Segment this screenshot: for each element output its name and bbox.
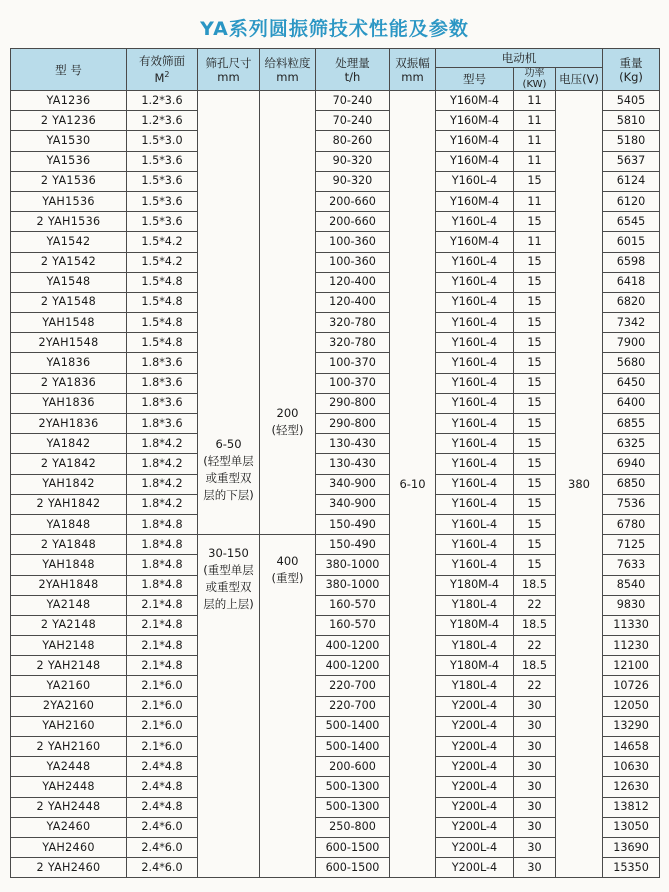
cell-motor-power: 30 bbox=[514, 757, 556, 777]
cell-capacity: 380-1000 bbox=[316, 555, 390, 575]
cell-area: 2.4*4.8 bbox=[127, 777, 198, 797]
cell-motor-power: 15 bbox=[514, 292, 556, 312]
header-amplitude: 双振幅 mm bbox=[390, 49, 436, 91]
cell-weight: 6400 bbox=[603, 393, 660, 413]
cell-capacity: 90-320 bbox=[316, 171, 390, 191]
cell-weight: 13812 bbox=[603, 797, 660, 817]
cell-capacity: 340-900 bbox=[316, 474, 390, 494]
cell-motor-model: Y160M-4 bbox=[436, 232, 514, 252]
cell-capacity: 150-490 bbox=[316, 535, 390, 555]
cell-area: 1.8*4.8 bbox=[127, 555, 198, 575]
cell-motor-model: Y160L-4 bbox=[436, 494, 514, 514]
cell-weight: 13690 bbox=[603, 837, 660, 857]
cell-area: 2.1*6.0 bbox=[127, 737, 198, 757]
cell-capacity: 100-370 bbox=[316, 373, 390, 393]
cell-model: 2YAH1836 bbox=[11, 414, 127, 434]
cell-weight: 10726 bbox=[603, 676, 660, 696]
cell-capacity: 290-800 bbox=[316, 414, 390, 434]
cell-area: 1.5*3.6 bbox=[127, 191, 198, 211]
cell-motor-model: Y160L-4 bbox=[436, 373, 514, 393]
cell-capacity: 600-1500 bbox=[316, 858, 390, 878]
cell-motor-model: Y160L-4 bbox=[436, 393, 514, 413]
cell-area: 1.8*4.8 bbox=[127, 514, 198, 534]
cell-weight: 6850 bbox=[603, 474, 660, 494]
cell-model: YA1236 bbox=[11, 91, 127, 111]
cell-weight: 6325 bbox=[603, 434, 660, 454]
cell-weight: 7125 bbox=[603, 535, 660, 555]
cell-capacity: 100-360 bbox=[316, 252, 390, 272]
cell-area: 1.8*4.2 bbox=[127, 434, 198, 454]
cell-motor-power: 30 bbox=[514, 716, 556, 736]
cell-motor-model: Y160L-4 bbox=[436, 454, 514, 474]
cell-model: YA2148 bbox=[11, 595, 127, 615]
header-weight: 重量 (Kg) bbox=[603, 49, 660, 91]
cell-amplitude: 6-10 bbox=[390, 91, 436, 878]
cell-model: YA1842 bbox=[11, 434, 127, 454]
cell-motor-power: 15 bbox=[514, 474, 556, 494]
cell-motor-model: Y200L-4 bbox=[436, 837, 514, 857]
page-title: YA系列圆振筛技术性能及参数 bbox=[200, 18, 469, 40]
cell-weight: 10630 bbox=[603, 757, 660, 777]
cell-motor-power: 30 bbox=[514, 696, 556, 716]
cell-weight: 11330 bbox=[603, 615, 660, 635]
cell-weight: 6124 bbox=[603, 171, 660, 191]
cell-capacity: 130-430 bbox=[316, 454, 390, 474]
cell-weight: 12630 bbox=[603, 777, 660, 797]
cell-weight: 5637 bbox=[603, 151, 660, 171]
cell-capacity: 100-360 bbox=[316, 232, 390, 252]
cell-motor-power: 15 bbox=[514, 313, 556, 333]
cell-model: YA2460 bbox=[11, 817, 127, 837]
cell-model: 2YA2160 bbox=[11, 696, 127, 716]
cell-area: 1.5*3.6 bbox=[127, 212, 198, 232]
cell-weight: 6780 bbox=[603, 514, 660, 534]
spec-table bbox=[10, 48, 660, 878]
cell-weight: 5810 bbox=[603, 111, 660, 131]
cell-weight: 6820 bbox=[603, 292, 660, 312]
cell-motor-power: 22 bbox=[514, 676, 556, 696]
cell-motor-power: 30 bbox=[514, 817, 556, 837]
cell-weight: 6940 bbox=[603, 454, 660, 474]
header-motor-power: 功率 (KW) bbox=[514, 68, 556, 91]
cell-motor-model: Y200L-4 bbox=[436, 716, 514, 736]
cell-area: 1.2*3.6 bbox=[127, 111, 198, 131]
header-feed: 给料粒度 mm bbox=[260, 49, 316, 91]
cell-motor-power: 15 bbox=[514, 272, 556, 292]
cell-motor-model: Y160M-4 bbox=[436, 131, 514, 151]
table-row bbox=[11, 91, 660, 111]
cell-area: 2.4*6.0 bbox=[127, 837, 198, 857]
cell-motor-model: Y160L-4 bbox=[436, 535, 514, 555]
cell-model: 2 YA1836 bbox=[11, 373, 127, 393]
cell-model: YAH2160 bbox=[11, 716, 127, 736]
cell-capacity: 250-800 bbox=[316, 817, 390, 837]
cell-motor-model: Y180M-4 bbox=[436, 656, 514, 676]
cell-motor-model: Y200L-4 bbox=[436, 797, 514, 817]
cell-motor-power: 15 bbox=[514, 494, 556, 514]
cell-capacity: 400-1200 bbox=[316, 656, 390, 676]
cell-model: 2YAH1548 bbox=[11, 333, 127, 353]
cell-model: YAH1548 bbox=[11, 313, 127, 333]
cell-capacity: 120-400 bbox=[316, 292, 390, 312]
cell-weight: 6418 bbox=[603, 272, 660, 292]
cell-area: 1.5*3.6 bbox=[127, 151, 198, 171]
cell-area: 2.1*6.0 bbox=[127, 716, 198, 736]
cell-motor-power: 22 bbox=[514, 595, 556, 615]
cell-area: 2.1*4.8 bbox=[127, 636, 198, 656]
cell-model: 2 YAH1536 bbox=[11, 212, 127, 232]
cell-capacity: 500-1400 bbox=[316, 716, 390, 736]
cell-capacity: 160-570 bbox=[316, 615, 390, 635]
cell-model: 2 YA1536 bbox=[11, 171, 127, 191]
cell-motor-model: Y180L-4 bbox=[436, 636, 514, 656]
cell-weight: 9830 bbox=[603, 595, 660, 615]
table-body bbox=[11, 91, 660, 878]
cell-weight: 11230 bbox=[603, 636, 660, 656]
cell-motor-power: 15 bbox=[514, 535, 556, 555]
cell-model: 2YAH1848 bbox=[11, 575, 127, 595]
cell-feed-light: 200 (轻型) bbox=[260, 91, 316, 535]
header-motor: 电动机 bbox=[436, 49, 603, 68]
cell-capacity: 500-1400 bbox=[316, 737, 390, 757]
cell-motor-model: Y160L-4 bbox=[436, 313, 514, 333]
cell-model: 2 YA1236 bbox=[11, 111, 127, 131]
cell-motor-power: 30 bbox=[514, 858, 556, 878]
cell-area: 1.8*4.2 bbox=[127, 474, 198, 494]
header-motor-model: 型号 bbox=[436, 68, 514, 91]
cell-motor-model: Y160L-4 bbox=[436, 555, 514, 575]
cell-model: 2 YAH2160 bbox=[11, 737, 127, 757]
cell-motor-power: 15 bbox=[514, 171, 556, 191]
cell-capacity: 80-260 bbox=[316, 131, 390, 151]
cell-motor-power: 15 bbox=[514, 252, 556, 272]
cell-motor-model: Y160L-4 bbox=[436, 292, 514, 312]
cell-area: 1.5*4.8 bbox=[127, 313, 198, 333]
cell-area: 1.8*4.2 bbox=[127, 494, 198, 514]
cell-model: YA1536 bbox=[11, 151, 127, 171]
cell-motor-model: Y160L-4 bbox=[436, 212, 514, 232]
cell-motor-power: 15 bbox=[514, 393, 556, 413]
cell-capacity: 500-1300 bbox=[316, 777, 390, 797]
cell-motor-model: Y200L-4 bbox=[436, 696, 514, 716]
cell-capacity: 120-400 bbox=[316, 272, 390, 292]
cell-motor-power: 15 bbox=[514, 414, 556, 434]
cell-capacity: 290-800 bbox=[316, 393, 390, 413]
cell-motor-power: 15 bbox=[514, 434, 556, 454]
cell-model: YA2160 bbox=[11, 676, 127, 696]
header-capacity: 处理量 t/h bbox=[316, 49, 390, 91]
cell-area: 1.8*3.6 bbox=[127, 373, 198, 393]
cell-motor-power: 15 bbox=[514, 373, 556, 393]
cell-capacity: 380-1000 bbox=[316, 575, 390, 595]
cell-weight: 5405 bbox=[603, 91, 660, 111]
cell-motor-power: 11 bbox=[514, 191, 556, 211]
header-model: 型 号 bbox=[11, 49, 127, 91]
cell-motor-model: Y160L-4 bbox=[436, 272, 514, 292]
cell-motor-model: Y160L-4 bbox=[436, 414, 514, 434]
cell-motor-model: Y160M-4 bbox=[436, 151, 514, 171]
cell-area: 1.2*3.6 bbox=[127, 91, 198, 111]
cell-area: 2.4*6.0 bbox=[127, 858, 198, 878]
cell-capacity: 200-660 bbox=[316, 191, 390, 211]
cell-model: YA1542 bbox=[11, 232, 127, 252]
cell-motor-model: Y160M-4 bbox=[436, 191, 514, 211]
cell-motor-model: Y160L-4 bbox=[436, 333, 514, 353]
cell-motor-power: 11 bbox=[514, 111, 556, 131]
cell-capacity: 220-700 bbox=[316, 696, 390, 716]
cell-motor-model: Y200L-4 bbox=[436, 757, 514, 777]
cell-model: YAH2148 bbox=[11, 636, 127, 656]
cell-capacity: 500-1300 bbox=[316, 797, 390, 817]
cell-capacity: 320-780 bbox=[316, 313, 390, 333]
cell-motor-model: Y180M-4 bbox=[436, 615, 514, 635]
cell-motor-power: 15 bbox=[514, 212, 556, 232]
cell-weight: 12100 bbox=[603, 656, 660, 676]
cell-voltage: 380 bbox=[556, 91, 603, 878]
cell-area: 1.8*3.6 bbox=[127, 353, 198, 373]
cell-area: 1.8*4.2 bbox=[127, 454, 198, 474]
cell-motor-model: Y200L-4 bbox=[436, 737, 514, 757]
cell-motor-model: Y160M-4 bbox=[436, 111, 514, 131]
cell-motor-model: Y180L-4 bbox=[436, 676, 514, 696]
cell-motor-power: 11 bbox=[514, 91, 556, 111]
cell-motor-model: Y200L-4 bbox=[436, 858, 514, 878]
cell-model: YA1836 bbox=[11, 353, 127, 373]
cell-area: 2.1*4.8 bbox=[127, 656, 198, 676]
cell-mesh-heavy: 30-150 (重型单层或重型双层的上层) bbox=[198, 535, 260, 878]
cell-motor-power: 15 bbox=[514, 333, 556, 353]
cell-model: 2 YA1848 bbox=[11, 535, 127, 555]
cell-motor-model: Y180M-4 bbox=[436, 575, 514, 595]
cell-model: 2 YAH2448 bbox=[11, 797, 127, 817]
cell-motor-model: Y160L-4 bbox=[436, 514, 514, 534]
cell-capacity: 600-1500 bbox=[316, 837, 390, 857]
cell-feed-heavy: 400 (重型) bbox=[260, 535, 316, 878]
cell-area: 1.5*4.8 bbox=[127, 292, 198, 312]
cell-motor-power: 18.5 bbox=[514, 575, 556, 595]
cell-weight: 6545 bbox=[603, 212, 660, 232]
header-mesh: 筛孔尺寸 mm bbox=[198, 49, 260, 91]
cell-motor-power: 30 bbox=[514, 737, 556, 757]
cell-model: 2 YA2148 bbox=[11, 615, 127, 635]
cell-weight: 7536 bbox=[603, 494, 660, 514]
cell-motor-model: Y200L-4 bbox=[436, 777, 514, 797]
cell-area: 1.8*4.8 bbox=[127, 535, 198, 555]
cell-capacity: 160-570 bbox=[316, 595, 390, 615]
cell-motor-model: Y200L-4 bbox=[436, 817, 514, 837]
cell-weight: 5680 bbox=[603, 353, 660, 373]
cell-area: 2.1*4.8 bbox=[127, 595, 198, 615]
cell-motor-power: 18.5 bbox=[514, 656, 556, 676]
cell-weight: 6598 bbox=[603, 252, 660, 272]
cell-weight: 7900 bbox=[603, 333, 660, 353]
cell-capacity: 150-490 bbox=[316, 514, 390, 534]
cell-model: 2 YA1542 bbox=[11, 252, 127, 272]
cell-weight: 6450 bbox=[603, 373, 660, 393]
cell-capacity: 70-240 bbox=[316, 111, 390, 131]
cell-model: YAH1536 bbox=[11, 191, 127, 211]
cell-weight: 14658 bbox=[603, 737, 660, 757]
cell-model: YAH2460 bbox=[11, 837, 127, 857]
cell-weight: 6015 bbox=[603, 232, 660, 252]
cell-area: 1.5*4.8 bbox=[127, 272, 198, 292]
cell-motor-model: Y160L-4 bbox=[436, 474, 514, 494]
cell-weight: 12050 bbox=[603, 696, 660, 716]
cell-capacity: 340-900 bbox=[316, 494, 390, 514]
cell-model: YA1848 bbox=[11, 514, 127, 534]
cell-capacity: 100-370 bbox=[316, 353, 390, 373]
cell-motor-model: Y160L-4 bbox=[436, 434, 514, 454]
cell-area: 2.1*6.0 bbox=[127, 676, 198, 696]
cell-model: 2 YAH2460 bbox=[11, 858, 127, 878]
cell-model: YAH1842 bbox=[11, 474, 127, 494]
cell-mesh-light: 6-50 (轻型单层或重型双层的下层) bbox=[198, 91, 260, 535]
cell-motor-model: Y160L-4 bbox=[436, 171, 514, 191]
cell-area: 1.8*4.8 bbox=[127, 575, 198, 595]
cell-motor-power: 15 bbox=[514, 514, 556, 534]
cell-motor-power: 18.5 bbox=[514, 615, 556, 635]
cell-area: 1.5*4.2 bbox=[127, 232, 198, 252]
cell-area: 2.4*4.8 bbox=[127, 797, 198, 817]
cell-model: YA1530 bbox=[11, 131, 127, 151]
cell-motor-power: 11 bbox=[514, 131, 556, 151]
cell-motor-power: 15 bbox=[514, 454, 556, 474]
cell-area: 2.4*6.0 bbox=[127, 817, 198, 837]
cell-weight: 7342 bbox=[603, 313, 660, 333]
cell-weight: 15350 bbox=[603, 858, 660, 878]
cell-weight: 13290 bbox=[603, 716, 660, 736]
cell-area: 1.5*3.0 bbox=[127, 131, 198, 151]
cell-motor-power: 30 bbox=[514, 837, 556, 857]
header-motor-voltage: 电压(V) bbox=[556, 68, 603, 91]
cell-motor-power: 15 bbox=[514, 555, 556, 575]
cell-capacity: 200-600 bbox=[316, 757, 390, 777]
cell-motor-power: 30 bbox=[514, 797, 556, 817]
cell-area: 2.1*4.8 bbox=[127, 615, 198, 635]
cell-capacity: 220-700 bbox=[316, 676, 390, 696]
cell-capacity: 320-780 bbox=[316, 333, 390, 353]
cell-model: 2 YA1548 bbox=[11, 292, 127, 312]
cell-model: 2 YAH2148 bbox=[11, 656, 127, 676]
cell-area: 1.5*3.6 bbox=[127, 171, 198, 191]
cell-capacity: 130-430 bbox=[316, 434, 390, 454]
cell-model: YA2448 bbox=[11, 757, 127, 777]
cell-area: 1.5*4.2 bbox=[127, 252, 198, 272]
cell-motor-power: 15 bbox=[514, 353, 556, 373]
cell-model: YAH1848 bbox=[11, 555, 127, 575]
cell-capacity: 200-660 bbox=[316, 212, 390, 232]
cell-area: 1.5*4.8 bbox=[127, 333, 198, 353]
cell-weight: 6120 bbox=[603, 191, 660, 211]
cell-motor-model: Y160M-4 bbox=[436, 91, 514, 111]
cell-capacity: 400-1200 bbox=[316, 636, 390, 656]
cell-weight: 8540 bbox=[603, 575, 660, 595]
cell-weight: 7633 bbox=[603, 555, 660, 575]
cell-motor-power: 30 bbox=[514, 777, 556, 797]
cell-motor-model: Y160L-4 bbox=[436, 353, 514, 373]
cell-weight: 5180 bbox=[603, 131, 660, 151]
cell-motor-model: Y160L-4 bbox=[436, 252, 514, 272]
cell-model: YA1548 bbox=[11, 272, 127, 292]
cell-motor-model: Y180L-4 bbox=[436, 595, 514, 615]
cell-area: 2.1*6.0 bbox=[127, 696, 198, 716]
cell-weight: 6855 bbox=[603, 414, 660, 434]
cell-model: YAH2448 bbox=[11, 777, 127, 797]
cell-capacity: 70-240 bbox=[316, 91, 390, 111]
cell-model: YAH1836 bbox=[11, 393, 127, 413]
header-area: 有效筛面 $M^2$ bbox=[127, 49, 198, 91]
cell-motor-power: 22 bbox=[514, 636, 556, 656]
cell-capacity: 90-320 bbox=[316, 151, 390, 171]
cell-model: 2 YA1842 bbox=[11, 454, 127, 474]
cell-area: 1.8*3.6 bbox=[127, 414, 198, 434]
cell-area: 2.4*4.8 bbox=[127, 757, 198, 777]
cell-model: 2 YAH1842 bbox=[11, 494, 127, 514]
cell-motor-power: 11 bbox=[514, 232, 556, 252]
cell-weight: 13050 bbox=[603, 817, 660, 837]
cell-motor-power: 11 bbox=[514, 151, 556, 171]
cell-area: 1.8*3.6 bbox=[127, 393, 198, 413]
